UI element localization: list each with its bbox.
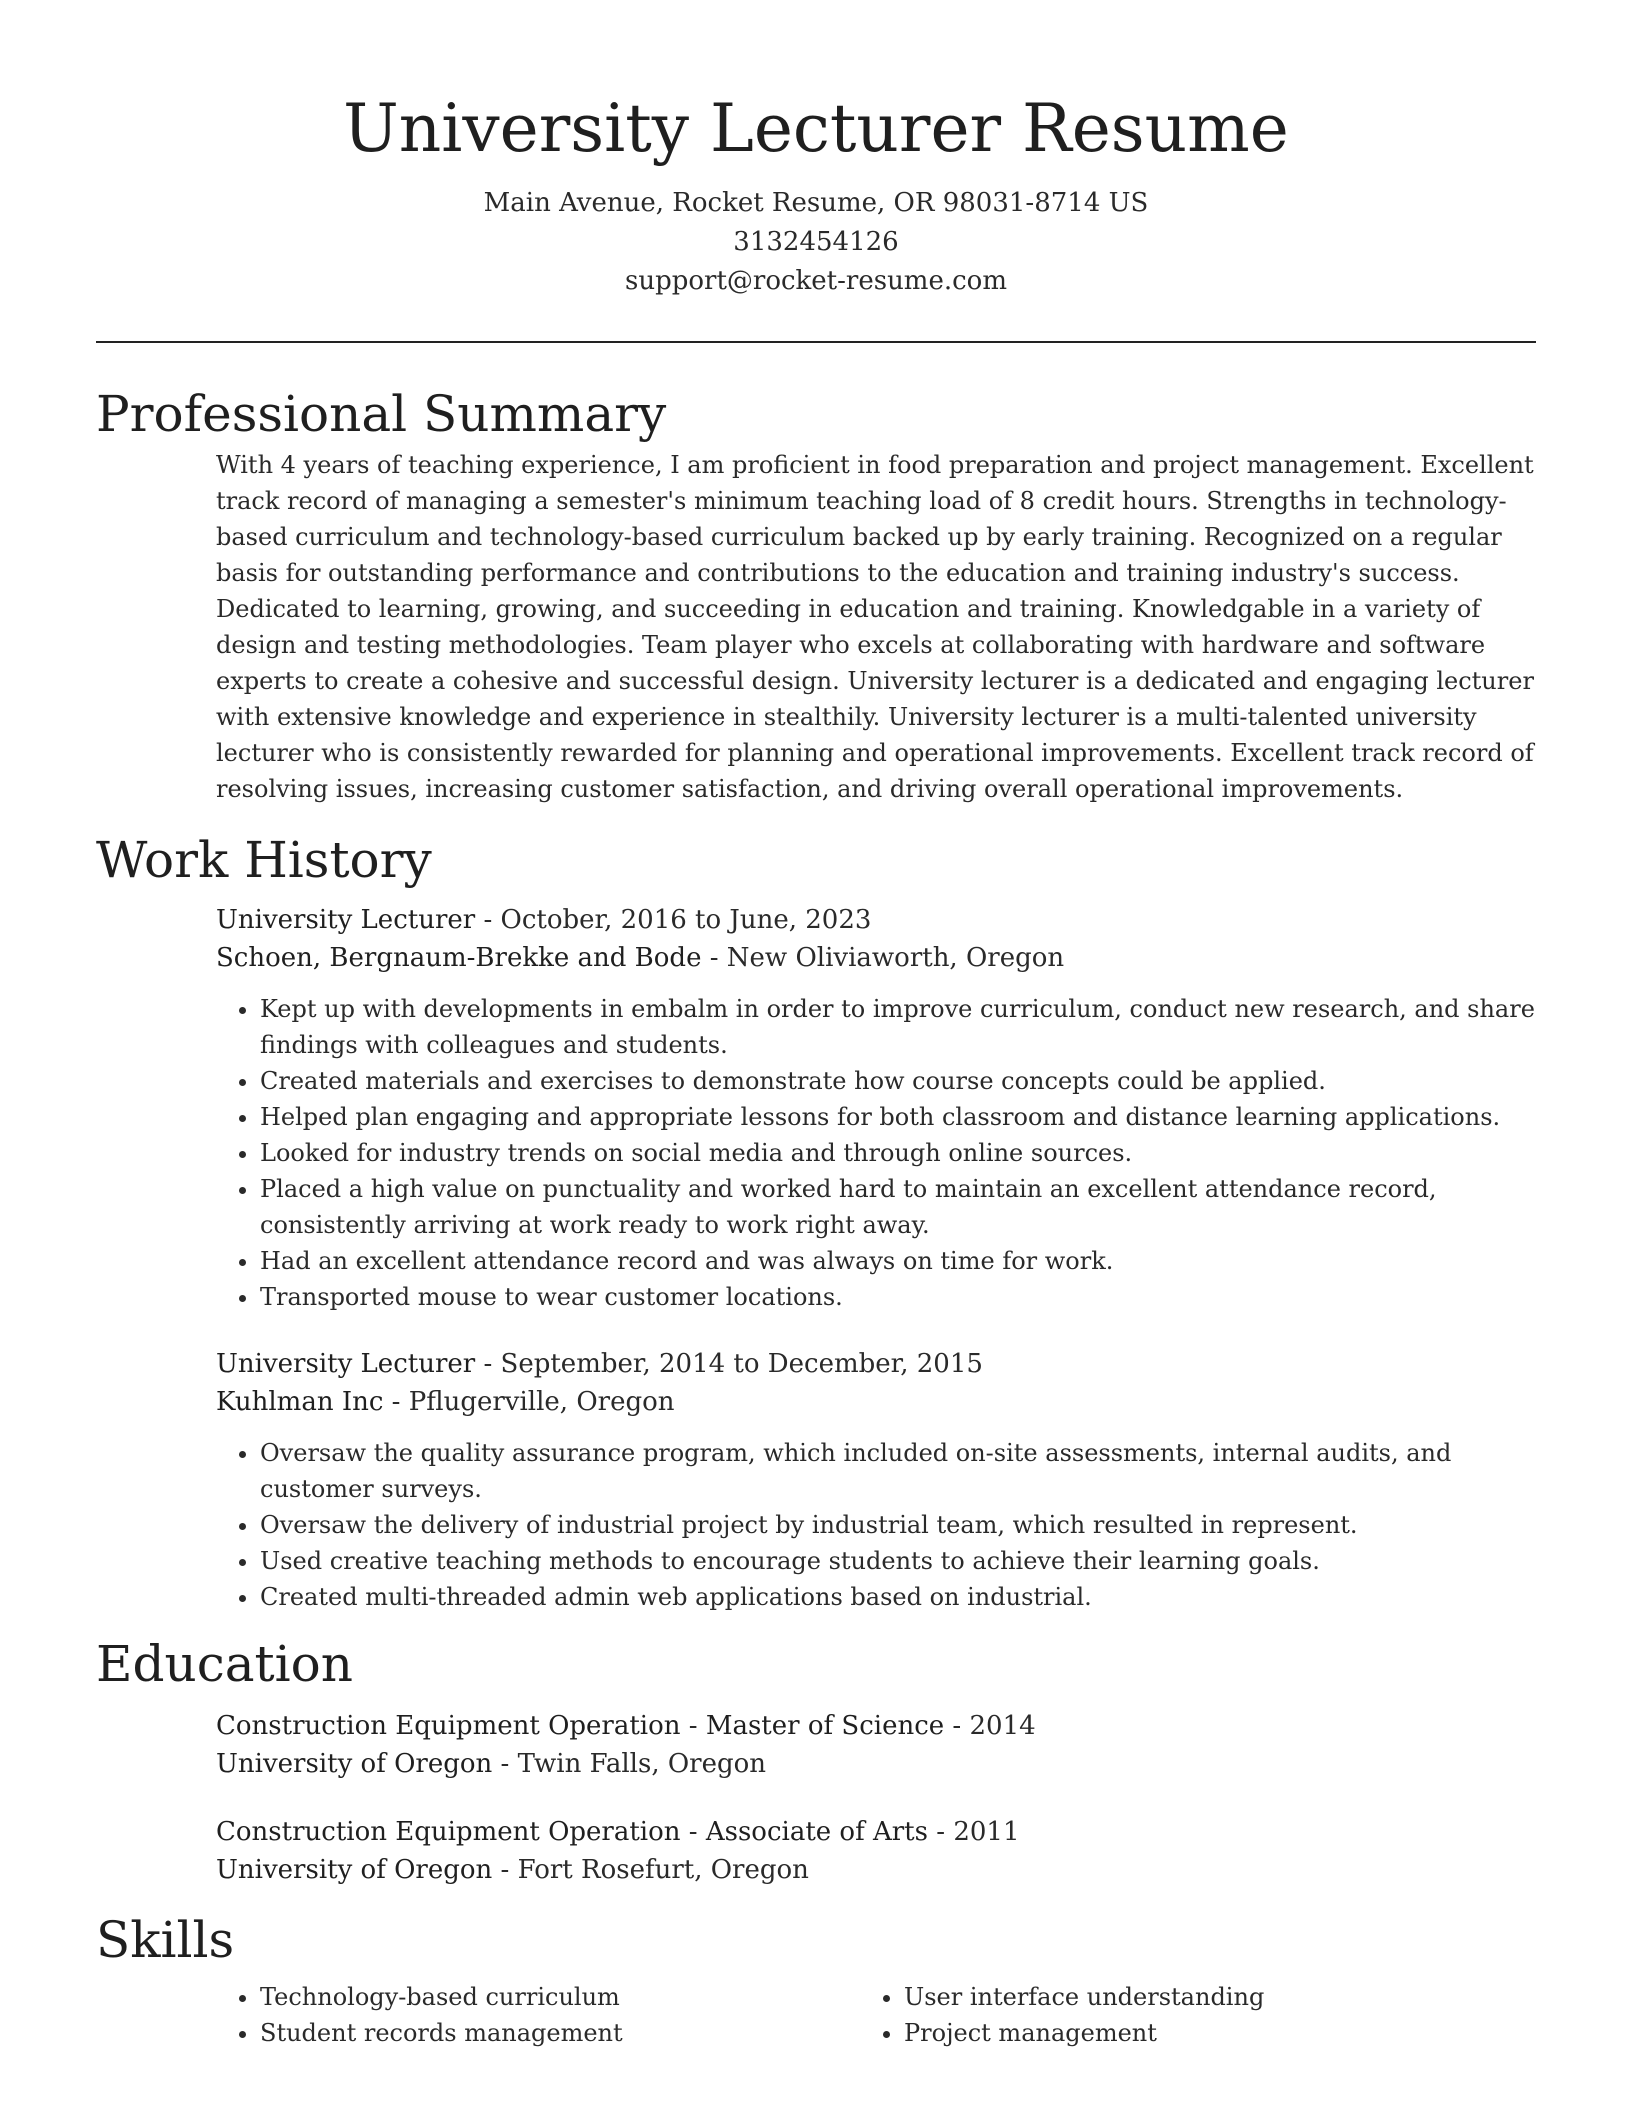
education-year: 2011: [953, 1817, 1020, 1847]
skill-item: • Student records management: [260, 2015, 860, 2051]
education-location: Fort Rosefurt, Oregon: [517, 1855, 809, 1885]
separator: -: [680, 1817, 706, 1847]
job-bullet: • Created multi-threaded admin web applications based on industrial.: [260, 1579, 1536, 1615]
work-history-section: [216, 901, 1536, 1615]
education-field: Construction Equipment Operation: [216, 1711, 681, 1741]
contact-phone: 3132454126: [733, 227, 899, 257]
education-school-line: [216, 1851, 1536, 1889]
separator: -: [701, 943, 727, 973]
education-location: Twin Falls, Oregon: [517, 1749, 767, 1779]
education-entry: [216, 1707, 1536, 1783]
separator: -: [492, 1855, 518, 1885]
summary-text: With 4 years of teaching experience, I am proficient in food preparation and project management. Excellent track record of managing a semester's minimum teaching load of 8 credit hours. Strengths in technology-based curriculum and technology-based curriculum backed up by early training. Recognized on a regular basis for outstanding performance and contributions to the education and training industry's success. Dedicated to learning, growing, and succeeding in education and training. Knowledgable in a variety of design and testing methodologies. Team player who excels at collaborating with hardware and software experts to create a cohesive and successful design. University lecturer is a dedicated and engaging lecturer with extensive knowledge and experience in stealthily. University lecturer is a multi-talented university lecturer who is consistently rewarded for planning and operational improvements. Excellent track record of resolving issues, increasing customer satisfaction, and driving overall operational improvements.: [216, 451, 1534, 803]
education-school: University of Oregon: [216, 1749, 493, 1779]
separator: -: [475, 1349, 501, 1379]
skills-section: [216, 1979, 1536, 2051]
job-location: Pflugerville, Oregon: [408, 1387, 675, 1417]
education-degree: Master of Science: [705, 1711, 945, 1741]
header-divider: [96, 341, 1536, 343]
job-title-line: [216, 1345, 1536, 1383]
separator: -: [475, 905, 501, 935]
job-bullet: • Looked for industry trends on social media and through online sources.: [260, 1135, 1536, 1171]
education-field: Construction Equipment Operation: [216, 1817, 681, 1847]
education-degree: Associate of Arts: [705, 1817, 928, 1847]
summary-section: [216, 447, 1536, 807]
job-dates: September, 2014 to December, 2015: [500, 1349, 983, 1379]
job-bullets: [216, 1435, 1536, 1615]
job-entry: [216, 901, 1536, 1315]
education-school-line: [216, 1745, 1536, 1783]
job-bullet: • Helped plan engaging and appropriate lessons for both classroom and distance learning applications.: [260, 1099, 1536, 1135]
contact-info: [96, 184, 1536, 301]
separator: -: [680, 1711, 706, 1741]
job-bullet: • Oversaw the delivery of industrial project by industrial team, which resulted in represent.: [260, 1507, 1536, 1543]
job-bullet: • Created materials and exercises to demonstrate how course concepts could be applied.: [260, 1063, 1536, 1099]
education-entry: [216, 1813, 1536, 1889]
job-bullet: • Placed a high value on punctuality and worked hard to maintain an excellent attendance record, consistently arriving at work ready to work right away.: [260, 1171, 1536, 1243]
separator: -: [944, 1711, 970, 1741]
job-title: University Lecturer: [216, 1349, 476, 1379]
education-section: [216, 1707, 1536, 1889]
separator: -: [927, 1817, 954, 1847]
education-degree-line: [216, 1707, 1536, 1745]
job-company-line: [216, 939, 1536, 977]
job-bullet: • Kept up with developments in embalm in order to improve curriculum, conduct new research, and share findings with colleagues and students.: [260, 991, 1536, 1063]
job-dates: October, 2016 to June, 2023: [500, 905, 872, 935]
job-bullet: • Used creative teaching methods to encourage students to achieve their learning goals.: [260, 1543, 1536, 1579]
skill-item: • Project management: [904, 2015, 1504, 2051]
skills-list-left: [216, 1979, 860, 2051]
education-heading: Education: [96, 1635, 353, 1693]
contact-email: support@rocket-resume.com: [624, 266, 1007, 296]
skill-item: • Technology-based curriculum: [260, 1979, 860, 2015]
job-bullet: • Transported mouse to wear customer locations.: [260, 1279, 1536, 1315]
separator: -: [383, 1387, 409, 1417]
separator: -: [492, 1749, 518, 1779]
skills-list-right: [860, 1979, 1504, 2051]
job-bullet: • Oversaw the quality assurance program, which included on-site assessments, internal audits, and customer surveys.: [260, 1435, 1536, 1507]
job-company: Kuhlman Inc: [216, 1387, 384, 1417]
resume-page: [96, 0, 1536, 2051]
summary-heading: Professional Summary: [96, 385, 667, 443]
work-history-heading: Work History: [96, 831, 432, 889]
job-bullet: • Had an excellent attendance record and was always on time for work.: [260, 1243, 1536, 1279]
skill-item: • User interface understanding: [904, 1979, 1504, 2015]
job-bullets: [216, 991, 1536, 1315]
contact-address: Main Avenue, Rocket Resume, OR 98031-8714 US: [483, 188, 1149, 218]
job-title: University Lecturer: [216, 905, 476, 935]
education-year: 2014: [969, 1711, 1036, 1741]
job-entry: [216, 1345, 1536, 1615]
education-school: University of Oregon: [216, 1855, 493, 1885]
education-degree-line: [216, 1813, 1536, 1851]
skills-heading: Skills: [96, 1911, 235, 1969]
job-company: Schoen, Bergnaum-Brekke and Bode: [216, 943, 702, 973]
job-location: New Oliviaworth, Oregon: [726, 943, 1065, 973]
job-company-line: [216, 1383, 1536, 1421]
resume-title: University Lecturer Resume: [343, 90, 1289, 167]
job-title-line: [216, 901, 1536, 939]
